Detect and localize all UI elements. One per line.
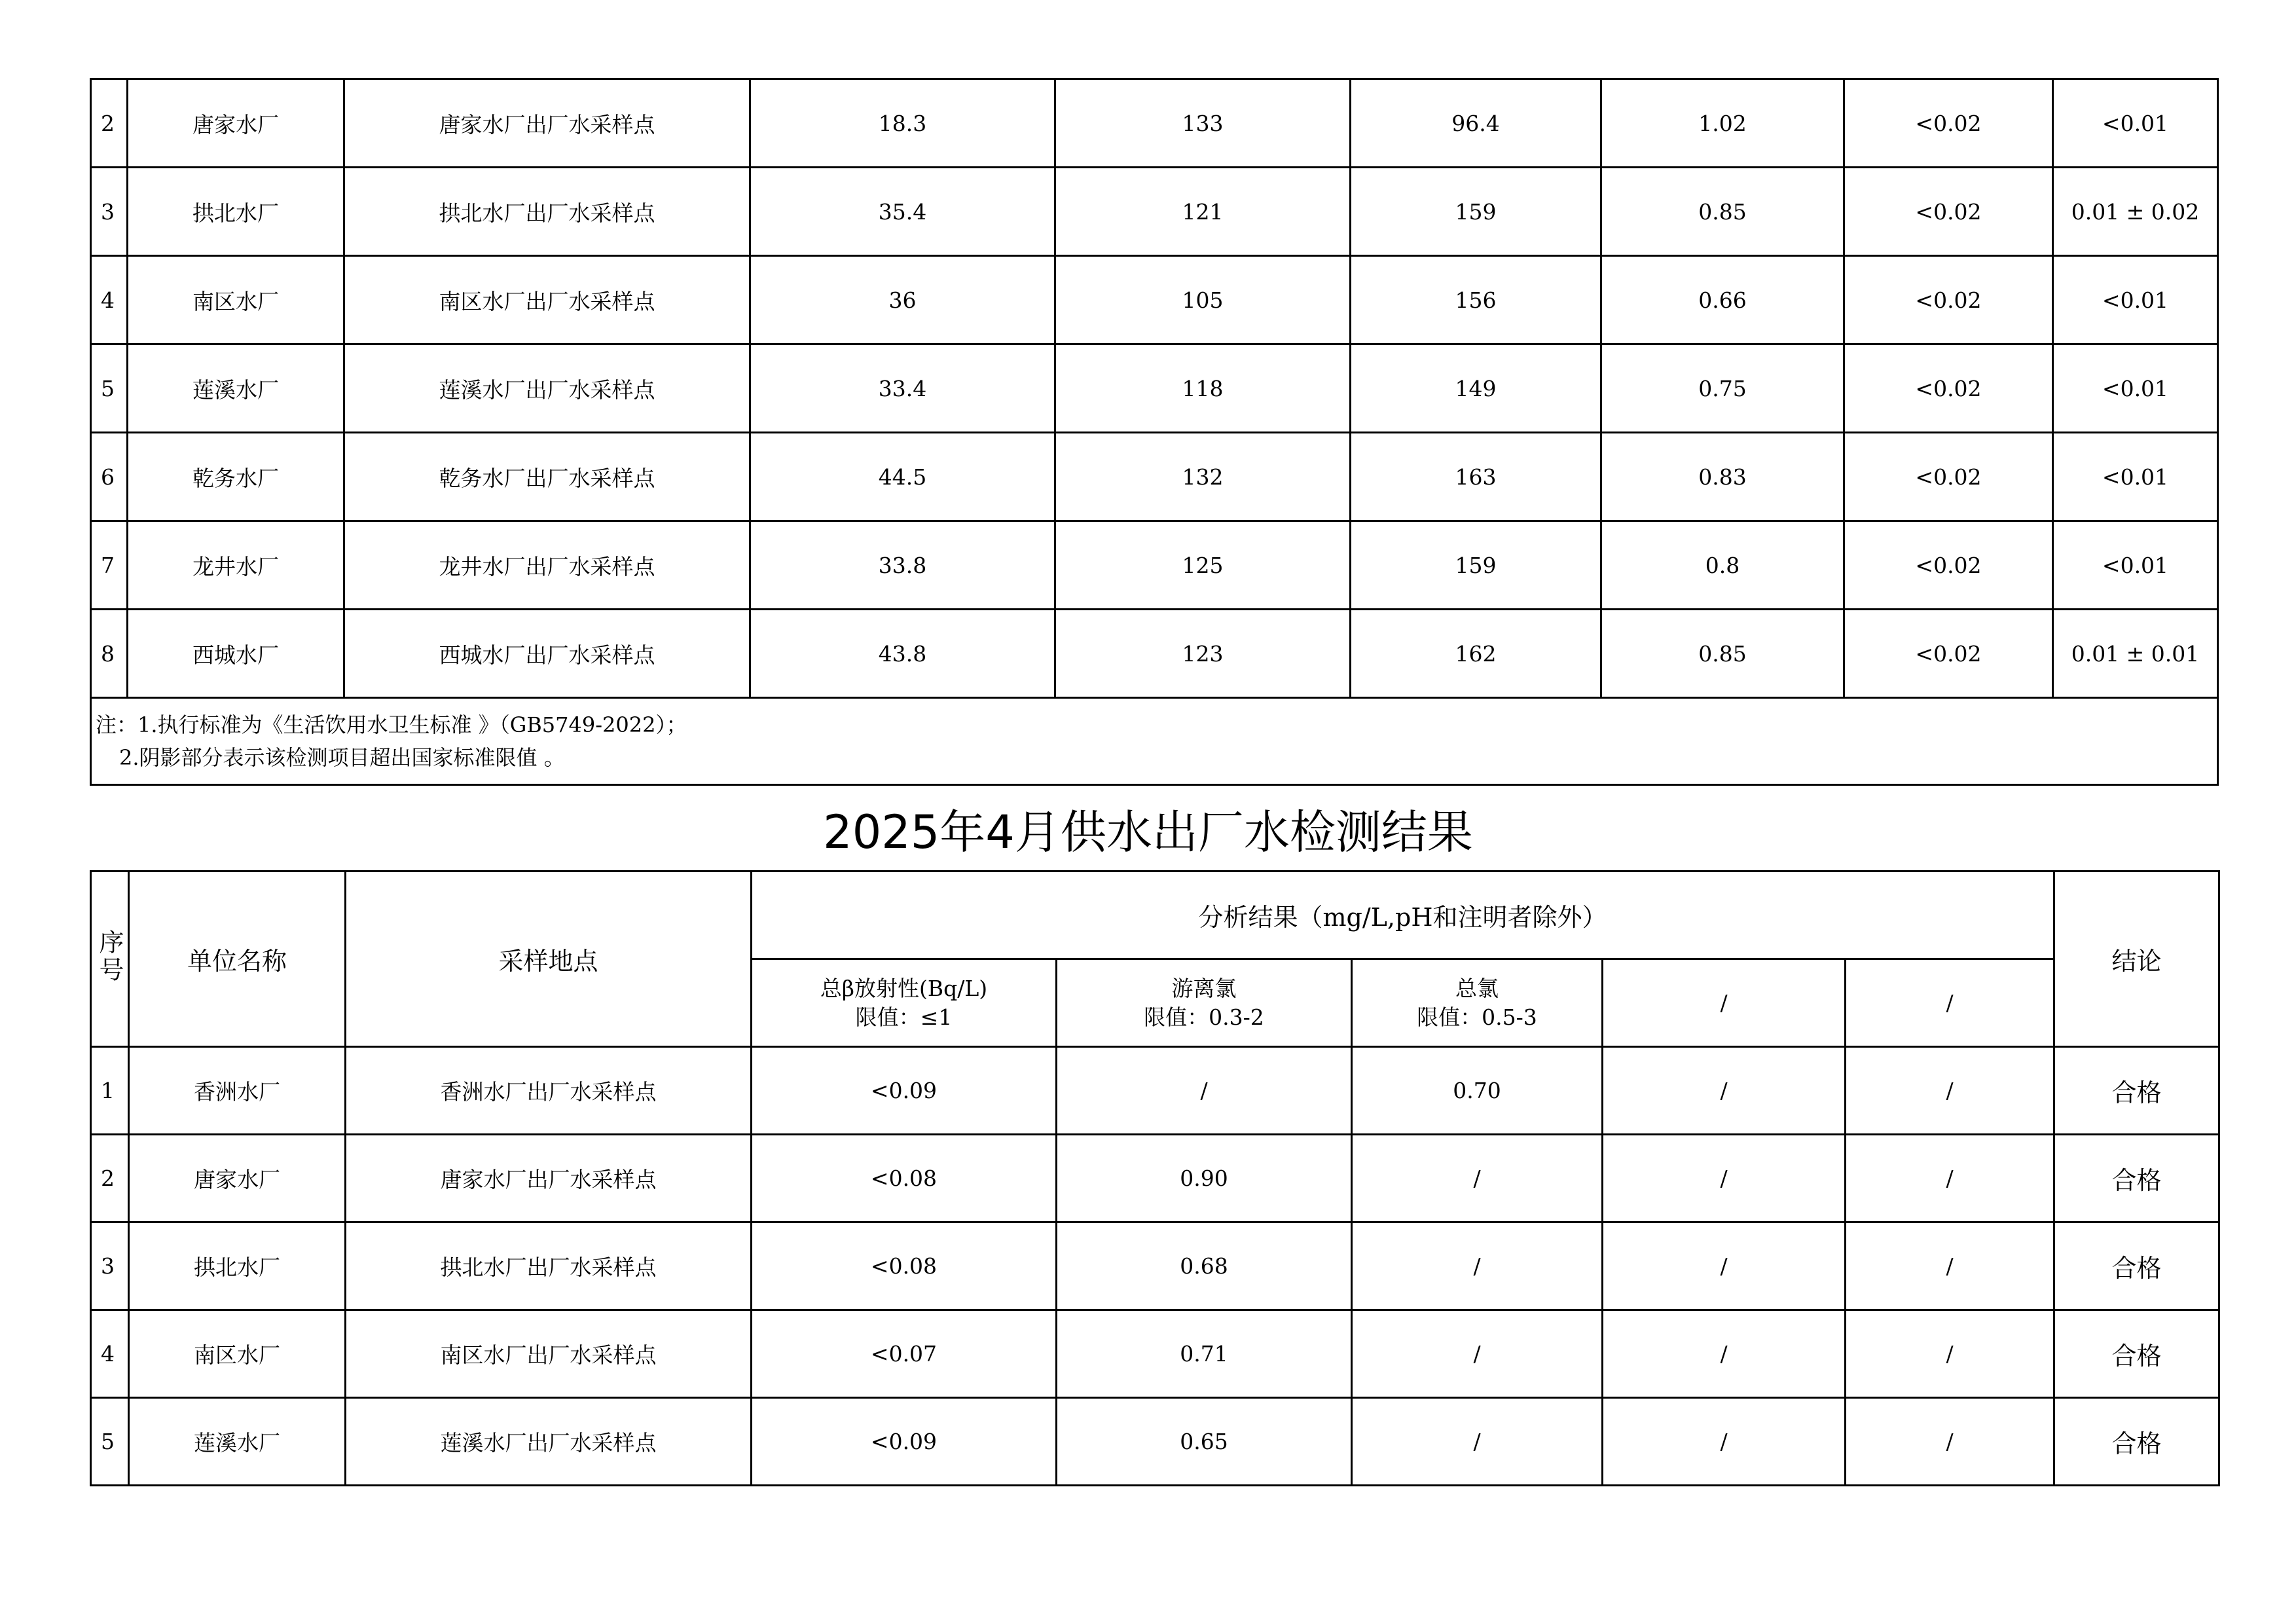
- header-item: [1057, 959, 1352, 1047]
- header-conclusion: 结论: [2054, 872, 2219, 1047]
- header-item: [1846, 959, 2054, 1047]
- result-value: 159: [1351, 521, 1601, 610]
- result-value: 0.85: [1601, 610, 1844, 698]
- conclusion: 合格: [2054, 1310, 2219, 1398]
- conclusion: 合格: [2054, 1135, 2219, 1222]
- unit-name: 拱北水厂: [128, 168, 344, 256]
- result-value: <0.02: [1844, 433, 2053, 521]
- result-value: <0.02: [1844, 344, 2053, 433]
- table-row: [91, 344, 2218, 433]
- unit-name: 莲溪水厂: [129, 1398, 346, 1486]
- conclusion: 合格: [2054, 1222, 2219, 1310]
- row-number: 7: [91, 521, 128, 610]
- item-name: 总β放射性(Bq/L): [820, 975, 988, 1001]
- result-value: <0.07: [752, 1310, 1057, 1398]
- unit-name: 唐家水厂: [128, 79, 344, 168]
- result-value: 36: [750, 256, 1055, 344]
- result-value: <0.01: [2053, 433, 2218, 521]
- unit-name: 龙井水厂: [128, 521, 344, 610]
- sampling-site: 莲溪水厂出厂水采样点: [346, 1398, 752, 1486]
- table-row: [91, 1222, 2219, 1310]
- table-row: [91, 256, 2218, 344]
- notes-row: [91, 698, 2218, 785]
- result-value: <0.01: [2053, 256, 2218, 344]
- header-no-label: 序号: [95, 928, 124, 984]
- result-value: 159: [1351, 168, 1601, 256]
- table-row: [91, 79, 2218, 168]
- result-value: <0.02: [1844, 256, 2053, 344]
- result-value: 33.4: [750, 344, 1055, 433]
- result-value: 18.3: [750, 79, 1055, 168]
- item-name: /: [1720, 989, 1728, 1016]
- unit-name: 南区水厂: [129, 1310, 346, 1398]
- result-value: 0.68: [1057, 1222, 1352, 1310]
- conclusion: 合格: [2054, 1047, 2219, 1135]
- result-value: <0.08: [752, 1135, 1057, 1222]
- item-limit: 限值：0.5-3: [1417, 1004, 1537, 1030]
- header-site: 采样地点: [346, 872, 752, 1047]
- table-row: [91, 1135, 2219, 1222]
- header-analysis: 分析结果（mg/L,pH和注明者除外）: [752, 872, 2054, 959]
- note-2: 2.阴影部分表示该检测项目超出国家标准限值 。: [119, 745, 565, 770]
- result-value: /: [1352, 1398, 1603, 1486]
- result-value: <0.02: [1844, 610, 2053, 698]
- result-value: /: [1603, 1222, 1846, 1310]
- result-value: /: [1352, 1310, 1603, 1398]
- result-value: /: [1846, 1310, 2054, 1398]
- row-number: 5: [91, 344, 128, 433]
- header-item: [1603, 959, 1846, 1047]
- result-value: 43.8: [750, 610, 1055, 698]
- sampling-site: 南区水厂出厂水采样点: [344, 256, 750, 344]
- notes-cell: [91, 698, 2218, 785]
- sampling-site: 拱北水厂出厂水采样点: [346, 1222, 752, 1310]
- sampling-site: 香洲水厂出厂水采样点: [346, 1047, 752, 1135]
- sampling-site: 唐家水厂出厂水采样点: [344, 79, 750, 168]
- conclusion: 合格: [2054, 1398, 2219, 1486]
- result-value: <0.02: [1844, 521, 2053, 610]
- item-name: 总氯: [1455, 975, 1499, 1001]
- row-number: 5: [91, 1398, 129, 1486]
- result-value: 0.01 ± 0.01: [2053, 610, 2218, 698]
- result-value: 162: [1351, 610, 1601, 698]
- result-value: <0.09: [752, 1398, 1057, 1486]
- result-value: /: [1846, 1135, 2054, 1222]
- row-number: 2: [91, 1135, 129, 1222]
- row-number: 8: [91, 610, 128, 698]
- unit-name: 香洲水厂: [129, 1047, 346, 1135]
- result-value: 96.4: [1351, 79, 1601, 168]
- header-item: [752, 959, 1057, 1047]
- result-value: 35.4: [750, 168, 1055, 256]
- sampling-site: 南区水厂出厂水采样点: [346, 1310, 752, 1398]
- result-value: /: [1603, 1310, 1846, 1398]
- header-row: [91, 872, 2219, 959]
- result-value: 0.8: [1601, 521, 1844, 610]
- result-value: 0.01 ± 0.02: [2053, 168, 2218, 256]
- page-title: 2025年4月供水出厂水检测结果: [823, 805, 1473, 859]
- sampling-site: 唐家水厂出厂水采样点: [346, 1135, 752, 1222]
- result-value: 163: [1351, 433, 1601, 521]
- row-number: 6: [91, 433, 128, 521]
- table-row: [91, 521, 2218, 610]
- result-value: <0.08: [752, 1222, 1057, 1310]
- result-value: <0.09: [752, 1047, 1057, 1135]
- item-limit: 限值：≤1: [855, 1004, 953, 1030]
- header-no: [91, 872, 129, 1047]
- table-row: [91, 1398, 2219, 1486]
- result-value: 0.83: [1601, 433, 1844, 521]
- item-name: /: [1946, 989, 1954, 1016]
- row-number: 3: [91, 168, 128, 256]
- item-limit: 限值：0.3-2: [1144, 1004, 1264, 1030]
- result-value: 156: [1351, 256, 1601, 344]
- result-value: /: [1846, 1222, 2054, 1310]
- result-value: 123: [1055, 610, 1351, 698]
- result-value: <0.01: [2053, 521, 2218, 610]
- result-value: 121: [1055, 168, 1351, 256]
- row-number: 1: [91, 1047, 129, 1135]
- table-row: [91, 1310, 2219, 1398]
- result-value: /: [1603, 1047, 1846, 1135]
- result-value: /: [1846, 1398, 2054, 1486]
- result-value: /: [1603, 1135, 1846, 1222]
- result-value: <0.01: [2053, 79, 2218, 168]
- result-value: 0.70: [1352, 1047, 1603, 1135]
- note-1: 注：1.执行标准为《生活饮用水卫生标准 》（GB5749-2022）；: [96, 712, 687, 737]
- result-value: <0.02: [1844, 168, 2053, 256]
- unit-name: 南区水厂: [128, 256, 344, 344]
- result-value: <0.01: [2053, 344, 2218, 433]
- result-value: 105: [1055, 256, 1351, 344]
- results-table-april: [90, 870, 2220, 1486]
- result-value: 0.71: [1057, 1310, 1352, 1398]
- row-number: 3: [91, 1222, 129, 1310]
- result-value: 0.65: [1057, 1398, 1352, 1486]
- row-number: 4: [91, 256, 128, 344]
- result-value: 0.90: [1057, 1135, 1352, 1222]
- sampling-site: 拱北水厂出厂水采样点: [344, 168, 750, 256]
- table-row: [91, 1047, 2219, 1135]
- unit-name: 莲溪水厂: [128, 344, 344, 433]
- result-value: 0.75: [1601, 344, 1844, 433]
- result-value: 132: [1055, 433, 1351, 521]
- result-value: 125: [1055, 521, 1351, 610]
- result-value: /: [1846, 1047, 2054, 1135]
- row-number: 4: [91, 1310, 129, 1398]
- results-table-continued: [90, 78, 2219, 786]
- sampling-site: 西城水厂出厂水采样点: [344, 610, 750, 698]
- result-value: <0.02: [1844, 79, 2053, 168]
- item-name: 游离氯: [1171, 975, 1237, 1001]
- unit-name: 乾务水厂: [128, 433, 344, 521]
- result-value: 33.8: [750, 521, 1055, 610]
- result-value: /: [1603, 1398, 1846, 1486]
- result-value: 1.02: [1601, 79, 1844, 168]
- header-item: [1352, 959, 1603, 1047]
- result-value: 149: [1351, 344, 1601, 433]
- table-row: [91, 610, 2218, 698]
- result-value: 133: [1055, 79, 1351, 168]
- header-unit: 单位名称: [129, 872, 346, 1047]
- result-value: 0.85: [1601, 168, 1844, 256]
- result-value: /: [1057, 1047, 1352, 1135]
- unit-name: 西城水厂: [128, 610, 344, 698]
- sampling-site: 龙井水厂出厂水采样点: [344, 521, 750, 610]
- table-row: [91, 168, 2218, 256]
- row-number: 2: [91, 79, 128, 168]
- result-value: /: [1352, 1135, 1603, 1222]
- sampling-site: 莲溪水厂出厂水采样点: [344, 344, 750, 433]
- result-value: 118: [1055, 344, 1351, 433]
- result-value: /: [1352, 1222, 1603, 1310]
- table-row: [91, 433, 2218, 521]
- sampling-site: 乾务水厂出厂水采样点: [344, 433, 750, 521]
- result-value: 0.66: [1601, 256, 1844, 344]
- result-value: 44.5: [750, 433, 1055, 521]
- unit-name: 唐家水厂: [129, 1135, 346, 1222]
- unit-name: 拱北水厂: [129, 1222, 346, 1310]
